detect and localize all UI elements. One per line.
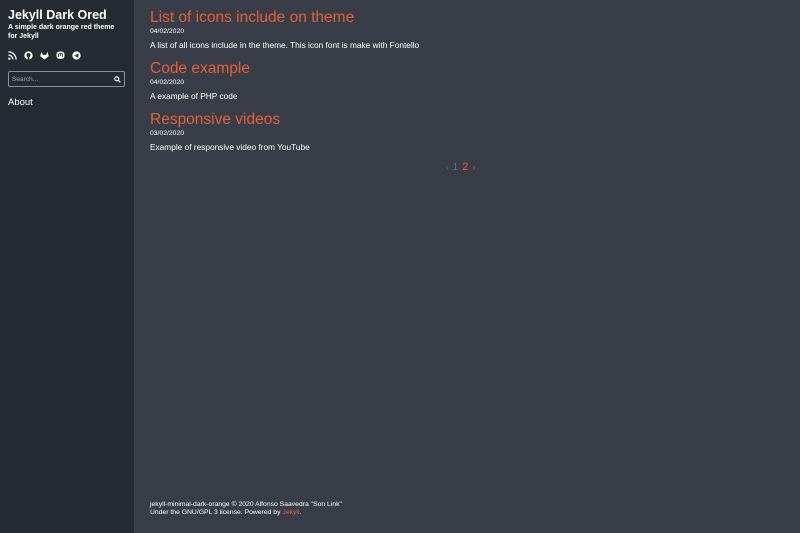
pagination-page-1[interactable]: 1 — [452, 161, 459, 173]
footer-license-text: Under the GNU/GPL 3 license. Powered by — [150, 509, 283, 516]
sidebar — [0, 0, 134, 533]
pagination-prev[interactable]: ‹ — [446, 162, 449, 172]
footer-license-end: . — [299, 509, 302, 516]
footer-copyright: jekyll-minimal-dark-orange © 2020 Alfonso Saavedra "Son Link" — [150, 501, 342, 508]
search-input[interactable] — [12, 73, 108, 85]
pagination — [446, 161, 475, 173]
rss-icon[interactable] — [8, 51, 17, 60]
gitlab-icon[interactable] — [40, 51, 49, 60]
github-icon[interactable] — [24, 51, 33, 60]
post-excerpt: A example of PHP code — [150, 91, 238, 101]
post-item — [150, 9, 419, 50]
search-icon[interactable] — [112, 74, 122, 84]
mastodon-icon[interactable] — [56, 51, 65, 60]
post-excerpt: Example of responsive video from YouTube — [150, 142, 310, 152]
site-title[interactable]: Jekyll Dark Ored — [8, 8, 107, 22]
post-title-link[interactable]: Code example — [150, 60, 250, 77]
post-item — [150, 60, 250, 101]
footer-license — [150, 509, 342, 517]
jekyll-link[interactable]: Jekyll — [282, 509, 300, 516]
post-date: 04/02/2020 — [150, 28, 185, 35]
telegram-icon[interactable] — [72, 51, 81, 60]
pagination-next[interactable]: › — [472, 162, 476, 172]
post-excerpt: A list of all icons include in the theme. This icon font is make with Fontello — [150, 40, 420, 50]
pagination-page-2-current: 2 — [462, 161, 469, 173]
post-date: 04/02/2020 — [150, 79, 185, 86]
site-description: A simple dark orange red theme for Jekyll — [8, 24, 115, 40]
nav-about-link[interactable]: About — [8, 97, 33, 108]
footer — [150, 501, 342, 517]
post-title-link[interactable]: List of icons include on theme — [150, 9, 355, 26]
post-date: 03/02/2020 — [150, 130, 185, 137]
post-title-link[interactable]: Responsive videos — [150, 111, 281, 128]
social-links — [8, 49, 126, 61]
search-form — [8, 71, 125, 87]
post-item — [150, 111, 310, 152]
